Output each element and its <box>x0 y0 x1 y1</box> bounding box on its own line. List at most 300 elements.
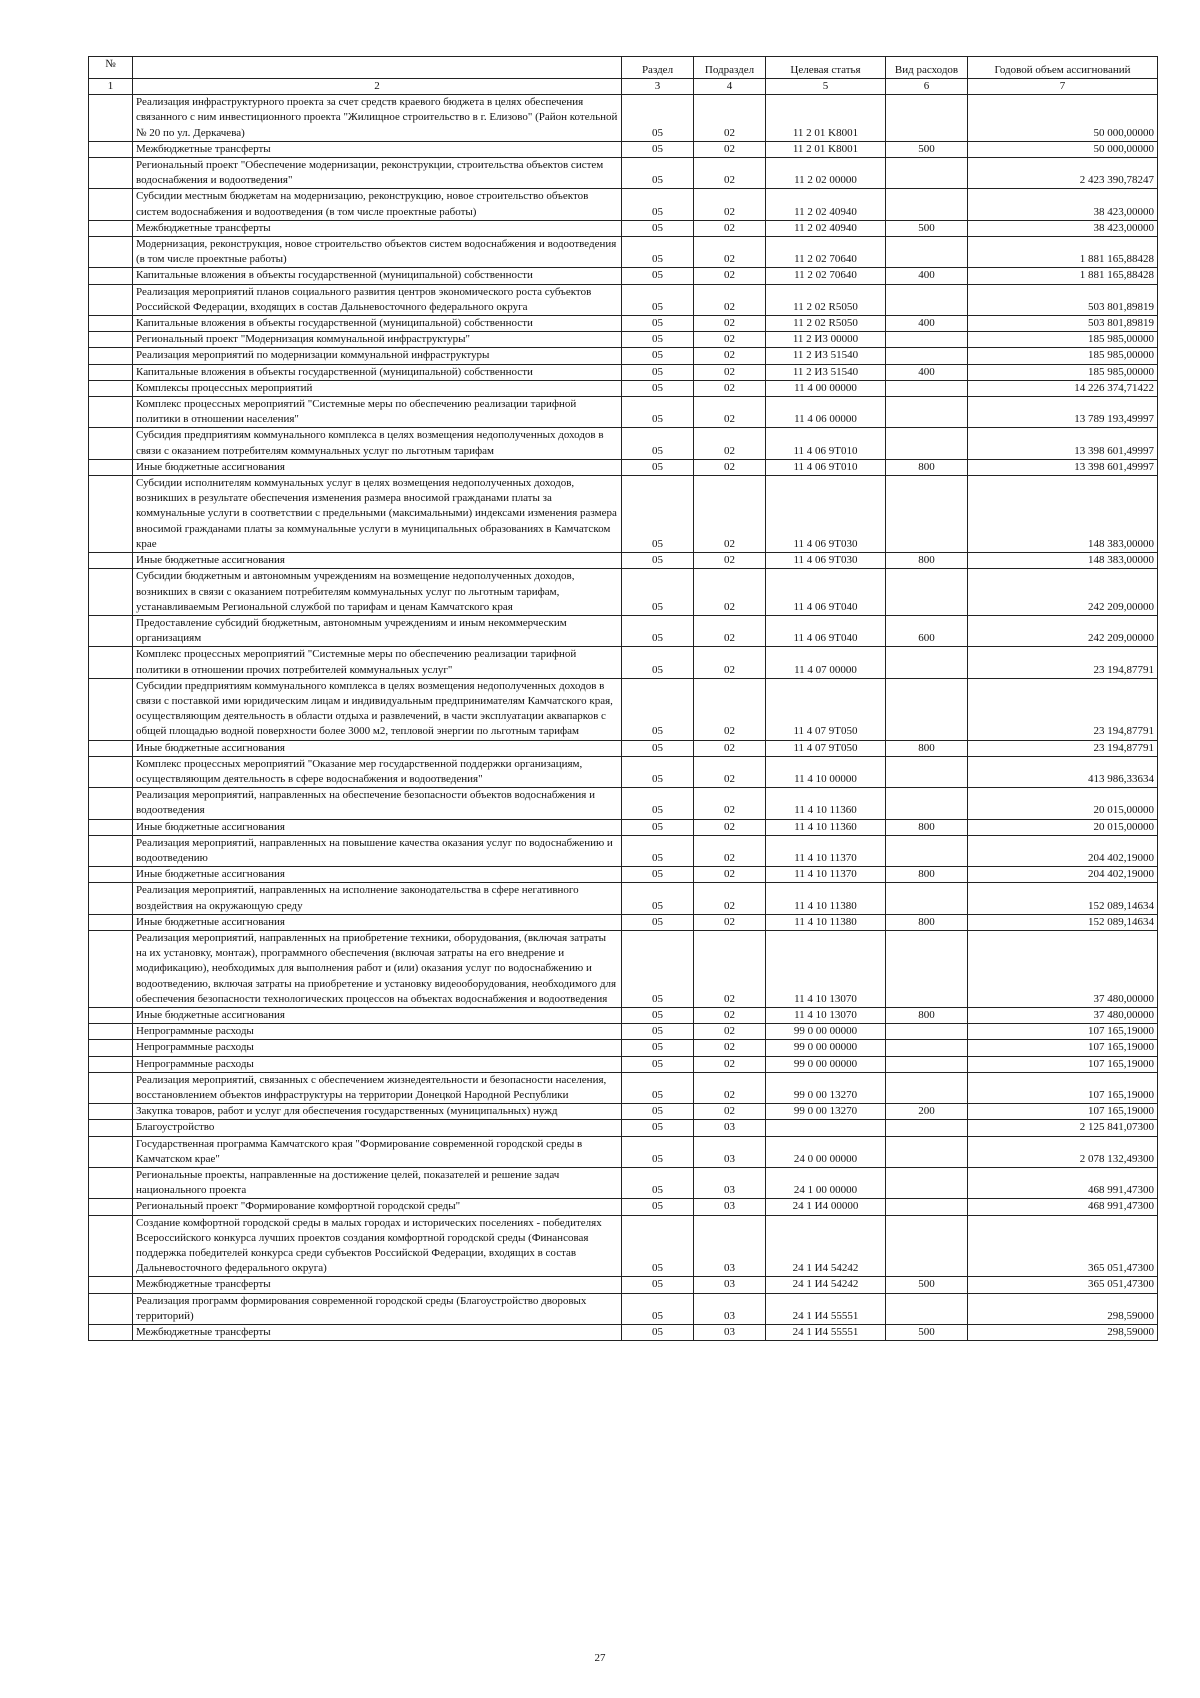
row-razdel-cell: 05 <box>622 1325 694 1341</box>
row-razdel-cell: 05 <box>622 788 694 819</box>
row-target-cell: 24 1 И4 55551 <box>766 1293 886 1324</box>
row-amount-cell: 298,59000 <box>968 1293 1158 1324</box>
table-row <box>89 615 1158 646</box>
row-name-cell: Межбюджетные трансферты <box>133 1277 622 1293</box>
row-podrazdel-cell: 02 <box>694 316 766 332</box>
table-row <box>89 819 1158 835</box>
row-name-cell: Субсидии бюджетным и автономным учреждениям на возмещение недополученных доходов, возникших в связи с оказанием потребителям коммунальных услуг по льготным тарифам, устанавливаемым Региональной службой по тарифам и ценам Камчатского края <box>133 569 622 616</box>
row-expense-type-cell: 800 <box>886 459 968 475</box>
row-amount-cell: 13 398 601,49997 <box>968 428 1158 459</box>
row-podrazdel-cell: 02 <box>694 1024 766 1040</box>
row-target-cell: 11 4 06 9Т030 <box>766 553 886 569</box>
table-row <box>89 740 1158 756</box>
row-amount-cell: 13 398 601,49997 <box>968 459 1158 475</box>
column-header-expense-type: Вид расходов <box>886 57 968 79</box>
row-name-cell: Иные бюджетные ассигнования <box>133 740 622 756</box>
row-name-cell: Реализация программ формирования современной городской среды (Благоустройство дворовых территорий) <box>133 1293 622 1324</box>
row-razdel-cell: 05 <box>622 220 694 236</box>
row-razdel-cell: 05 <box>622 569 694 616</box>
row-razdel-cell: 05 <box>622 397 694 428</box>
table-row <box>89 364 1158 380</box>
row-target-cell: 11 2 И3 51540 <box>766 348 886 364</box>
row-expense-type-cell <box>886 756 968 787</box>
row-razdel-cell: 05 <box>622 237 694 268</box>
row-target-cell: 11 4 00 00000 <box>766 380 886 396</box>
table-row <box>89 835 1158 866</box>
row-amount-cell: 365 051,47300 <box>968 1277 1158 1293</box>
row-number-cell <box>89 1024 133 1040</box>
row-name-cell: Межбюджетные трансферты <box>133 1325 622 1341</box>
row-target-cell: 24 0 00 00000 <box>766 1136 886 1167</box>
row-target-cell: 11 4 10 11380 <box>766 883 886 914</box>
row-target-cell: 11 4 10 11360 <box>766 819 886 835</box>
row-number-cell <box>89 883 133 914</box>
row-podrazdel-cell: 02 <box>694 428 766 459</box>
row-razdel-cell: 05 <box>622 1072 694 1103</box>
row-expense-type-cell <box>886 476 968 553</box>
row-expense-type-cell: 500 <box>886 141 968 157</box>
row-target-cell: 99 0 00 13270 <box>766 1104 886 1120</box>
table-row <box>89 268 1158 284</box>
row-amount-cell: 23 194,87791 <box>968 740 1158 756</box>
column-number: 2 <box>133 79 622 95</box>
row-name-cell: Межбюджетные трансферты <box>133 220 622 236</box>
table-row <box>89 141 1158 157</box>
row-name-cell: Благоустройство <box>133 1120 622 1136</box>
row-number-cell <box>89 268 133 284</box>
column-number: 4 <box>694 79 766 95</box>
column-header-podrazdel: Подраздел <box>694 57 766 79</box>
row-podrazdel-cell: 02 <box>694 740 766 756</box>
row-razdel-cell: 05 <box>622 189 694 220</box>
row-target-cell: 11 2 01 K8001 <box>766 95 886 142</box>
row-expense-type-cell <box>886 1120 968 1136</box>
row-name-cell: Субсидия предприятиям коммунального комплекса в целях возмещения недополученных доходов в связи с оказанием потребителям коммунальных услуг по льготным тарифам <box>133 428 622 459</box>
row-amount-cell: 152 089,14634 <box>968 914 1158 930</box>
row-podrazdel-cell: 02 <box>694 678 766 740</box>
row-expense-type-cell <box>886 1072 968 1103</box>
row-amount-cell: 468 991,47300 <box>968 1168 1158 1199</box>
row-amount-cell: 1 881 165,88428 <box>968 237 1158 268</box>
row-amount-cell: 468 991,47300 <box>968 1199 1158 1215</box>
row-name-cell: Иные бюджетные ассигнования <box>133 819 622 835</box>
budget-table <box>88 56 1158 1341</box>
row-podrazdel-cell: 02 <box>694 476 766 553</box>
column-number: 3 <box>622 79 694 95</box>
row-name-cell: Комплекс процессных мероприятий "Системные меры по обеспечению реализации тарифной политики в отношении прочих потребителей коммунальных услуг" <box>133 647 622 678</box>
row-number-cell <box>89 1325 133 1341</box>
row-razdel-cell: 05 <box>622 756 694 787</box>
row-name-cell: Капитальные вложения в объекты государственной (муниципальной) собственности <box>133 316 622 332</box>
row-expense-type-cell <box>886 348 968 364</box>
row-razdel-cell: 05 <box>622 284 694 315</box>
row-target-cell: 11 4 07 9Т050 <box>766 740 886 756</box>
row-number-cell <box>89 930 133 1007</box>
row-podrazdel-cell: 02 <box>694 867 766 883</box>
table-row <box>89 95 1158 142</box>
row-number-cell <box>89 1215 133 1277</box>
row-name-cell: Реализация мероприятий, направленных на повышение качества оказания услуг по водоснабжению и водоотведению <box>133 835 622 866</box>
row-number-cell <box>89 1199 133 1215</box>
row-target-cell: 11 2 02 00000 <box>766 158 886 189</box>
table-row <box>89 428 1158 459</box>
table-row <box>89 756 1158 787</box>
row-target-cell: 24 1 И4 55551 <box>766 1325 886 1341</box>
row-razdel-cell: 05 <box>622 268 694 284</box>
column-header-razdel: Раздел <box>622 57 694 79</box>
row-number-cell <box>89 756 133 787</box>
table-row <box>89 476 1158 553</box>
row-amount-cell: 185 985,00000 <box>968 332 1158 348</box>
row-amount-cell: 20 015,00000 <box>968 819 1158 835</box>
row-razdel-cell: 05 <box>622 348 694 364</box>
row-razdel-cell: 05 <box>622 615 694 646</box>
row-name-cell: Региональный проект "Обеспечение модернизации, реконструкции, строительства объектов систем водоснабжения и водоотведения" <box>133 158 622 189</box>
row-razdel-cell: 05 <box>622 141 694 157</box>
row-target-cell: 11 4 10 13070 <box>766 930 886 1007</box>
row-podrazdel-cell: 02 <box>694 348 766 364</box>
row-expense-type-cell <box>886 1056 968 1072</box>
row-podrazdel-cell: 02 <box>694 756 766 787</box>
row-expense-type-cell: 500 <box>886 220 968 236</box>
row-target-cell: 11 4 06 9Т010 <box>766 459 886 475</box>
row-amount-cell: 107 165,19000 <box>968 1040 1158 1056</box>
row-name-cell: Непрограммные расходы <box>133 1024 622 1040</box>
row-name-cell: Комплекс процессных мероприятий "Системные меры по обеспечению реализации тарифной политики в отношении населения" <box>133 397 622 428</box>
row-target-cell: 11 4 06 9Т040 <box>766 615 886 646</box>
row-podrazdel-cell: 02 <box>694 158 766 189</box>
row-podrazdel-cell: 02 <box>694 364 766 380</box>
row-podrazdel-cell: 02 <box>694 141 766 157</box>
row-podrazdel-cell: 02 <box>694 1072 766 1103</box>
row-podrazdel-cell: 02 <box>694 1056 766 1072</box>
table-row <box>89 189 1158 220</box>
row-podrazdel-cell: 02 <box>694 189 766 220</box>
row-razdel-cell: 05 <box>622 1215 694 1277</box>
row-name-cell: Иные бюджетные ассигнования <box>133 914 622 930</box>
row-expense-type-cell: 400 <box>886 364 968 380</box>
row-podrazdel-cell: 02 <box>694 237 766 268</box>
row-target-cell: 11 4 06 9Т040 <box>766 569 886 616</box>
row-number-cell <box>89 569 133 616</box>
table-row <box>89 348 1158 364</box>
row-name-cell: Государственная программа Камчатского края "Формирование современной городской среды в Камчатском крае" <box>133 1136 622 1167</box>
row-target-cell: 99 0 00 13270 <box>766 1072 886 1103</box>
table-row <box>89 883 1158 914</box>
row-amount-cell: 204 402,19000 <box>968 835 1158 866</box>
row-target-cell: 11 4 10 13070 <box>766 1007 886 1023</box>
table-row <box>89 1104 1158 1120</box>
row-amount-cell: 2 423 390,78247 <box>968 158 1158 189</box>
row-expense-type-cell <box>886 237 968 268</box>
row-razdel-cell: 05 <box>622 930 694 1007</box>
row-podrazdel-cell: 03 <box>694 1325 766 1341</box>
row-amount-cell: 503 801,89819 <box>968 316 1158 332</box>
row-amount-cell: 50 000,00000 <box>968 95 1158 142</box>
row-razdel-cell: 05 <box>622 380 694 396</box>
row-target-cell: 99 0 00 00000 <box>766 1024 886 1040</box>
row-podrazdel-cell: 02 <box>694 883 766 914</box>
table-row <box>89 1056 1158 1072</box>
table-row <box>89 1136 1158 1167</box>
row-amount-cell: 20 015,00000 <box>968 788 1158 819</box>
row-razdel-cell: 05 <box>622 1120 694 1136</box>
row-expense-type-cell <box>886 1040 968 1056</box>
row-razdel-cell: 05 <box>622 914 694 930</box>
row-name-cell: Модернизация, реконструкция, новое строительство объектов систем водоснабжения и водоотведения (в том числе проектные работы) <box>133 237 622 268</box>
row-expense-type-cell: 200 <box>886 1104 968 1120</box>
row-number-cell <box>89 95 133 142</box>
row-target-cell: 11 2 02 70640 <box>766 268 886 284</box>
row-target-cell: 11 2 И3 51540 <box>766 364 886 380</box>
row-podrazdel-cell: 02 <box>694 914 766 930</box>
row-target-cell: 24 1 И4 54242 <box>766 1215 886 1277</box>
table-row <box>89 914 1158 930</box>
row-amount-cell: 38 423,00000 <box>968 189 1158 220</box>
table-row <box>89 1168 1158 1199</box>
table-row <box>89 1040 1158 1056</box>
row-razdel-cell: 05 <box>622 1024 694 1040</box>
row-expense-type-cell <box>886 332 968 348</box>
row-number-cell <box>89 189 133 220</box>
row-amount-cell: 148 383,00000 <box>968 476 1158 553</box>
row-razdel-cell: 05 <box>622 678 694 740</box>
row-podrazdel-cell: 02 <box>694 930 766 1007</box>
table-header-row <box>89 57 1158 79</box>
row-number-cell <box>89 1120 133 1136</box>
row-number-cell <box>89 835 133 866</box>
row-name-cell: Иные бюджетные ассигнования <box>133 1007 622 1023</box>
row-number-cell <box>89 678 133 740</box>
row-amount-cell: 413 986,33634 <box>968 756 1158 787</box>
row-name-cell: Закупка товаров, работ и услуг для обеспечения государственных (муниципальных) нужд <box>133 1104 622 1120</box>
table-row <box>89 1215 1158 1277</box>
row-amount-cell: 2 125 841,07300 <box>968 1120 1158 1136</box>
column-number: 6 <box>886 79 968 95</box>
row-podrazdel-cell: 03 <box>694 1168 766 1199</box>
row-expense-type-cell: 500 <box>886 1277 968 1293</box>
row-expense-type-cell <box>886 189 968 220</box>
row-number-cell <box>89 141 133 157</box>
table-row <box>89 1277 1158 1293</box>
row-number-cell <box>89 1293 133 1324</box>
row-amount-cell: 185 985,00000 <box>968 348 1158 364</box>
table-row <box>89 930 1158 1007</box>
row-amount-cell: 23 194,87791 <box>968 678 1158 740</box>
row-razdel-cell: 05 <box>622 883 694 914</box>
row-target-cell: 11 4 07 9Т050 <box>766 678 886 740</box>
row-razdel-cell: 05 <box>622 1168 694 1199</box>
row-amount-cell: 107 165,19000 <box>968 1024 1158 1040</box>
row-name-cell: Реализация мероприятий, направленных на обеспечение безопасности объектов водоснабжения и водоотведения <box>133 788 622 819</box>
table-row <box>89 1199 1158 1215</box>
row-podrazdel-cell: 02 <box>694 647 766 678</box>
row-podrazdel-cell: 02 <box>694 1007 766 1023</box>
row-number-cell <box>89 647 133 678</box>
row-podrazdel-cell: 02 <box>694 397 766 428</box>
row-number-cell <box>89 428 133 459</box>
table-row <box>89 867 1158 883</box>
row-podrazdel-cell: 02 <box>694 835 766 866</box>
row-amount-cell: 503 801,89819 <box>968 284 1158 315</box>
row-target-cell: 11 2 02 40940 <box>766 220 886 236</box>
row-number-cell <box>89 615 133 646</box>
row-number-cell <box>89 914 133 930</box>
row-target-cell: 11 4 06 00000 <box>766 397 886 428</box>
row-expense-type-cell <box>886 678 968 740</box>
row-target-cell: 99 0 00 00000 <box>766 1056 886 1072</box>
row-expense-type-cell <box>886 1199 968 1215</box>
row-target-cell: 11 4 07 00000 <box>766 647 886 678</box>
row-podrazdel-cell: 02 <box>694 380 766 396</box>
row-amount-cell: 185 985,00000 <box>968 364 1158 380</box>
row-target-cell: 99 0 00 00000 <box>766 1040 886 1056</box>
table-row <box>89 237 1158 268</box>
row-podrazdel-cell: 03 <box>694 1136 766 1167</box>
row-expense-type-cell <box>886 883 968 914</box>
row-name-cell: Реализация мероприятий, связанных с обеспечением жизнедеятельности и безопасности населения, восстановлением объектов инфраструктуры на территории Донецкой Народной Республики <box>133 1072 622 1103</box>
row-name-cell: Реализация мероприятий по модернизации коммунальной инфраструктуры <box>133 348 622 364</box>
row-name-cell: Комплексы процессных мероприятий <box>133 380 622 396</box>
row-expense-type-cell: 500 <box>886 1325 968 1341</box>
row-podrazdel-cell: 02 <box>694 819 766 835</box>
row-amount-cell: 50 000,00000 <box>968 141 1158 157</box>
row-target-cell: 24 1 00 00000 <box>766 1168 886 1199</box>
row-expense-type-cell <box>886 158 968 189</box>
row-number-cell <box>89 284 133 315</box>
row-razdel-cell: 05 <box>622 1136 694 1167</box>
row-expense-type-cell <box>886 284 968 315</box>
row-number-cell <box>89 364 133 380</box>
table-row <box>89 316 1158 332</box>
row-name-cell: Реализация инфраструктурного проекта за счет средств краевого бюджета в целях обеспечения связанного с ним инвестиционного проекта "Жилищное строительство в г. Елизово" (Район котельной № 20 по ул. Деркачева) <box>133 95 622 142</box>
row-podrazdel-cell: 02 <box>694 1040 766 1056</box>
table-row <box>89 459 1158 475</box>
row-number-cell <box>89 476 133 553</box>
column-header-amount: Годовой объем ассигнований <box>968 57 1158 79</box>
row-razdel-cell: 05 <box>622 819 694 835</box>
table-row <box>89 1120 1158 1136</box>
row-amount-cell: 204 402,19000 <box>968 867 1158 883</box>
row-expense-type-cell <box>886 788 968 819</box>
row-razdel-cell: 05 <box>622 867 694 883</box>
row-target-cell: 11 2 02 R5050 <box>766 284 886 315</box>
row-razdel-cell: 05 <box>622 740 694 756</box>
budget-sheet <box>88 56 1157 1341</box>
table-row <box>89 1293 1158 1324</box>
row-razdel-cell: 05 <box>622 553 694 569</box>
row-razdel-cell: 05 <box>622 316 694 332</box>
table-body <box>89 95 1158 1341</box>
row-razdel-cell: 05 <box>622 332 694 348</box>
row-razdel-cell: 05 <box>622 1199 694 1215</box>
row-expense-type-cell <box>886 397 968 428</box>
row-name-cell: Субсидии предприятиям коммунального комплекса в целях возмещения недополученных доходов в связи с поставкой ими юридическим лицам и индивидуальным предпринимателям Камчатского края, осуществляющим деятельность в области отдыха и развлечений, в части эксплуатации аквапарков с общей площадью водной поверхности более 3000 м2, тепловой энергии по льготным тарифам <box>133 678 622 740</box>
row-podrazdel-cell: 02 <box>694 95 766 142</box>
row-amount-cell: 23 194,87791 <box>968 647 1158 678</box>
table-row <box>89 1024 1158 1040</box>
row-number-cell <box>89 1072 133 1103</box>
row-razdel-cell: 05 <box>622 1104 694 1120</box>
row-number-cell <box>89 740 133 756</box>
table-row <box>89 1072 1158 1103</box>
row-expense-type-cell: 800 <box>886 819 968 835</box>
row-number-cell <box>89 867 133 883</box>
row-target-cell: 11 2 01 K8001 <box>766 141 886 157</box>
table-row <box>89 158 1158 189</box>
row-number-cell <box>89 1007 133 1023</box>
row-podrazdel-cell: 03 <box>694 1120 766 1136</box>
table-row <box>89 647 1158 678</box>
row-number-cell <box>89 237 133 268</box>
row-podrazdel-cell: 02 <box>694 332 766 348</box>
row-razdel-cell: 05 <box>622 1293 694 1324</box>
row-name-cell: Создание комфортной городской среды в малых городах и исторических поселениях - победителях Всероссийского конкурса лучших проектов создания комфортной городской среды (Финансовая поддержка победителей конкурса среди субъектов Российской Федерации, входящих в состав Дальневосточного федерального округа) <box>133 1215 622 1277</box>
table-row <box>89 1007 1158 1023</box>
row-number-cell <box>89 348 133 364</box>
table-row <box>89 553 1158 569</box>
row-number-cell <box>89 1056 133 1072</box>
row-expense-type-cell <box>886 1168 968 1199</box>
row-expense-type-cell: 400 <box>886 268 968 284</box>
row-name-cell: Субсидии исполнителям коммунальных услуг в целях возмещения недополученных доходов, возникших в результате обеспечения изменения размера вносимой гражданами платы за коммунальные услуги в соответствии с предельными (максимальными) индексами изменения размера вносимой гражданами платы за коммунальные услуги в муниципальных образованиях в Камчатском крае <box>133 476 622 553</box>
row-name-cell: Реализация мероприятий планов социального развития центров экономического роста субъектов Российской Федерации, входящих в состав Дальневосточного федерального округа <box>133 284 622 315</box>
row-razdel-cell: 05 <box>622 1040 694 1056</box>
row-razdel-cell: 05 <box>622 95 694 142</box>
row-expense-type-cell <box>886 647 968 678</box>
row-podrazdel-cell: 03 <box>694 1293 766 1324</box>
row-expense-type-cell <box>886 95 968 142</box>
row-expense-type-cell: 400 <box>886 316 968 332</box>
row-expense-type-cell: 600 <box>886 615 968 646</box>
row-expense-type-cell: 800 <box>886 740 968 756</box>
row-name-cell: Субсидии местным бюджетам на модернизацию, реконструкцию, новое строительство объектов систем водоснабжения и водоотведения (в том числе проектные работы) <box>133 189 622 220</box>
column-header-name <box>133 57 622 79</box>
row-name-cell: Межбюджетные трансферты <box>133 141 622 157</box>
row-razdel-cell: 05 <box>622 158 694 189</box>
table-row <box>89 569 1158 616</box>
row-number-cell <box>89 316 133 332</box>
row-name-cell: Капитальные вложения в объекты государственной (муниципальной) собственности <box>133 364 622 380</box>
row-number-cell <box>89 158 133 189</box>
row-expense-type-cell <box>886 380 968 396</box>
row-amount-cell: 37 480,00000 <box>968 930 1158 1007</box>
row-name-cell: Иные бюджетные ассигнования <box>133 459 622 475</box>
row-amount-cell: 152 089,14634 <box>968 883 1158 914</box>
row-target-cell: 11 4 10 11380 <box>766 914 886 930</box>
row-amount-cell: 242 209,00000 <box>968 615 1158 646</box>
row-name-cell: Непрограммные расходы <box>133 1040 622 1056</box>
row-target-cell: 11 2 02 R5050 <box>766 316 886 332</box>
row-podrazdel-cell: 02 <box>694 268 766 284</box>
row-name-cell: Непрограммные расходы <box>133 1056 622 1072</box>
column-number: 7 <box>968 79 1158 95</box>
row-razdel-cell: 05 <box>622 459 694 475</box>
row-name-cell: Реализация мероприятий, направленных на исполнение законодательства в сфере негативного воздействия на окружающую среду <box>133 883 622 914</box>
row-name-cell: Предоставление субсидий бюджетным, автономным учреждениям и иным некоммерческим организациям <box>133 615 622 646</box>
row-amount-cell: 37 480,00000 <box>968 1007 1158 1023</box>
row-amount-cell: 365 051,47300 <box>968 1215 1158 1277</box>
row-number-cell <box>89 380 133 396</box>
row-expense-type-cell: 800 <box>886 867 968 883</box>
row-name-cell: Региональный проект "Модернизация коммунальной инфраструктуры" <box>133 332 622 348</box>
row-expense-type-cell: 800 <box>886 914 968 930</box>
table-row <box>89 788 1158 819</box>
row-target-cell: 24 1 И4 54242 <box>766 1277 886 1293</box>
row-podrazdel-cell: 03 <box>694 1199 766 1215</box>
row-number-cell <box>89 1277 133 1293</box>
row-amount-cell: 14 226 374,71422 <box>968 380 1158 396</box>
